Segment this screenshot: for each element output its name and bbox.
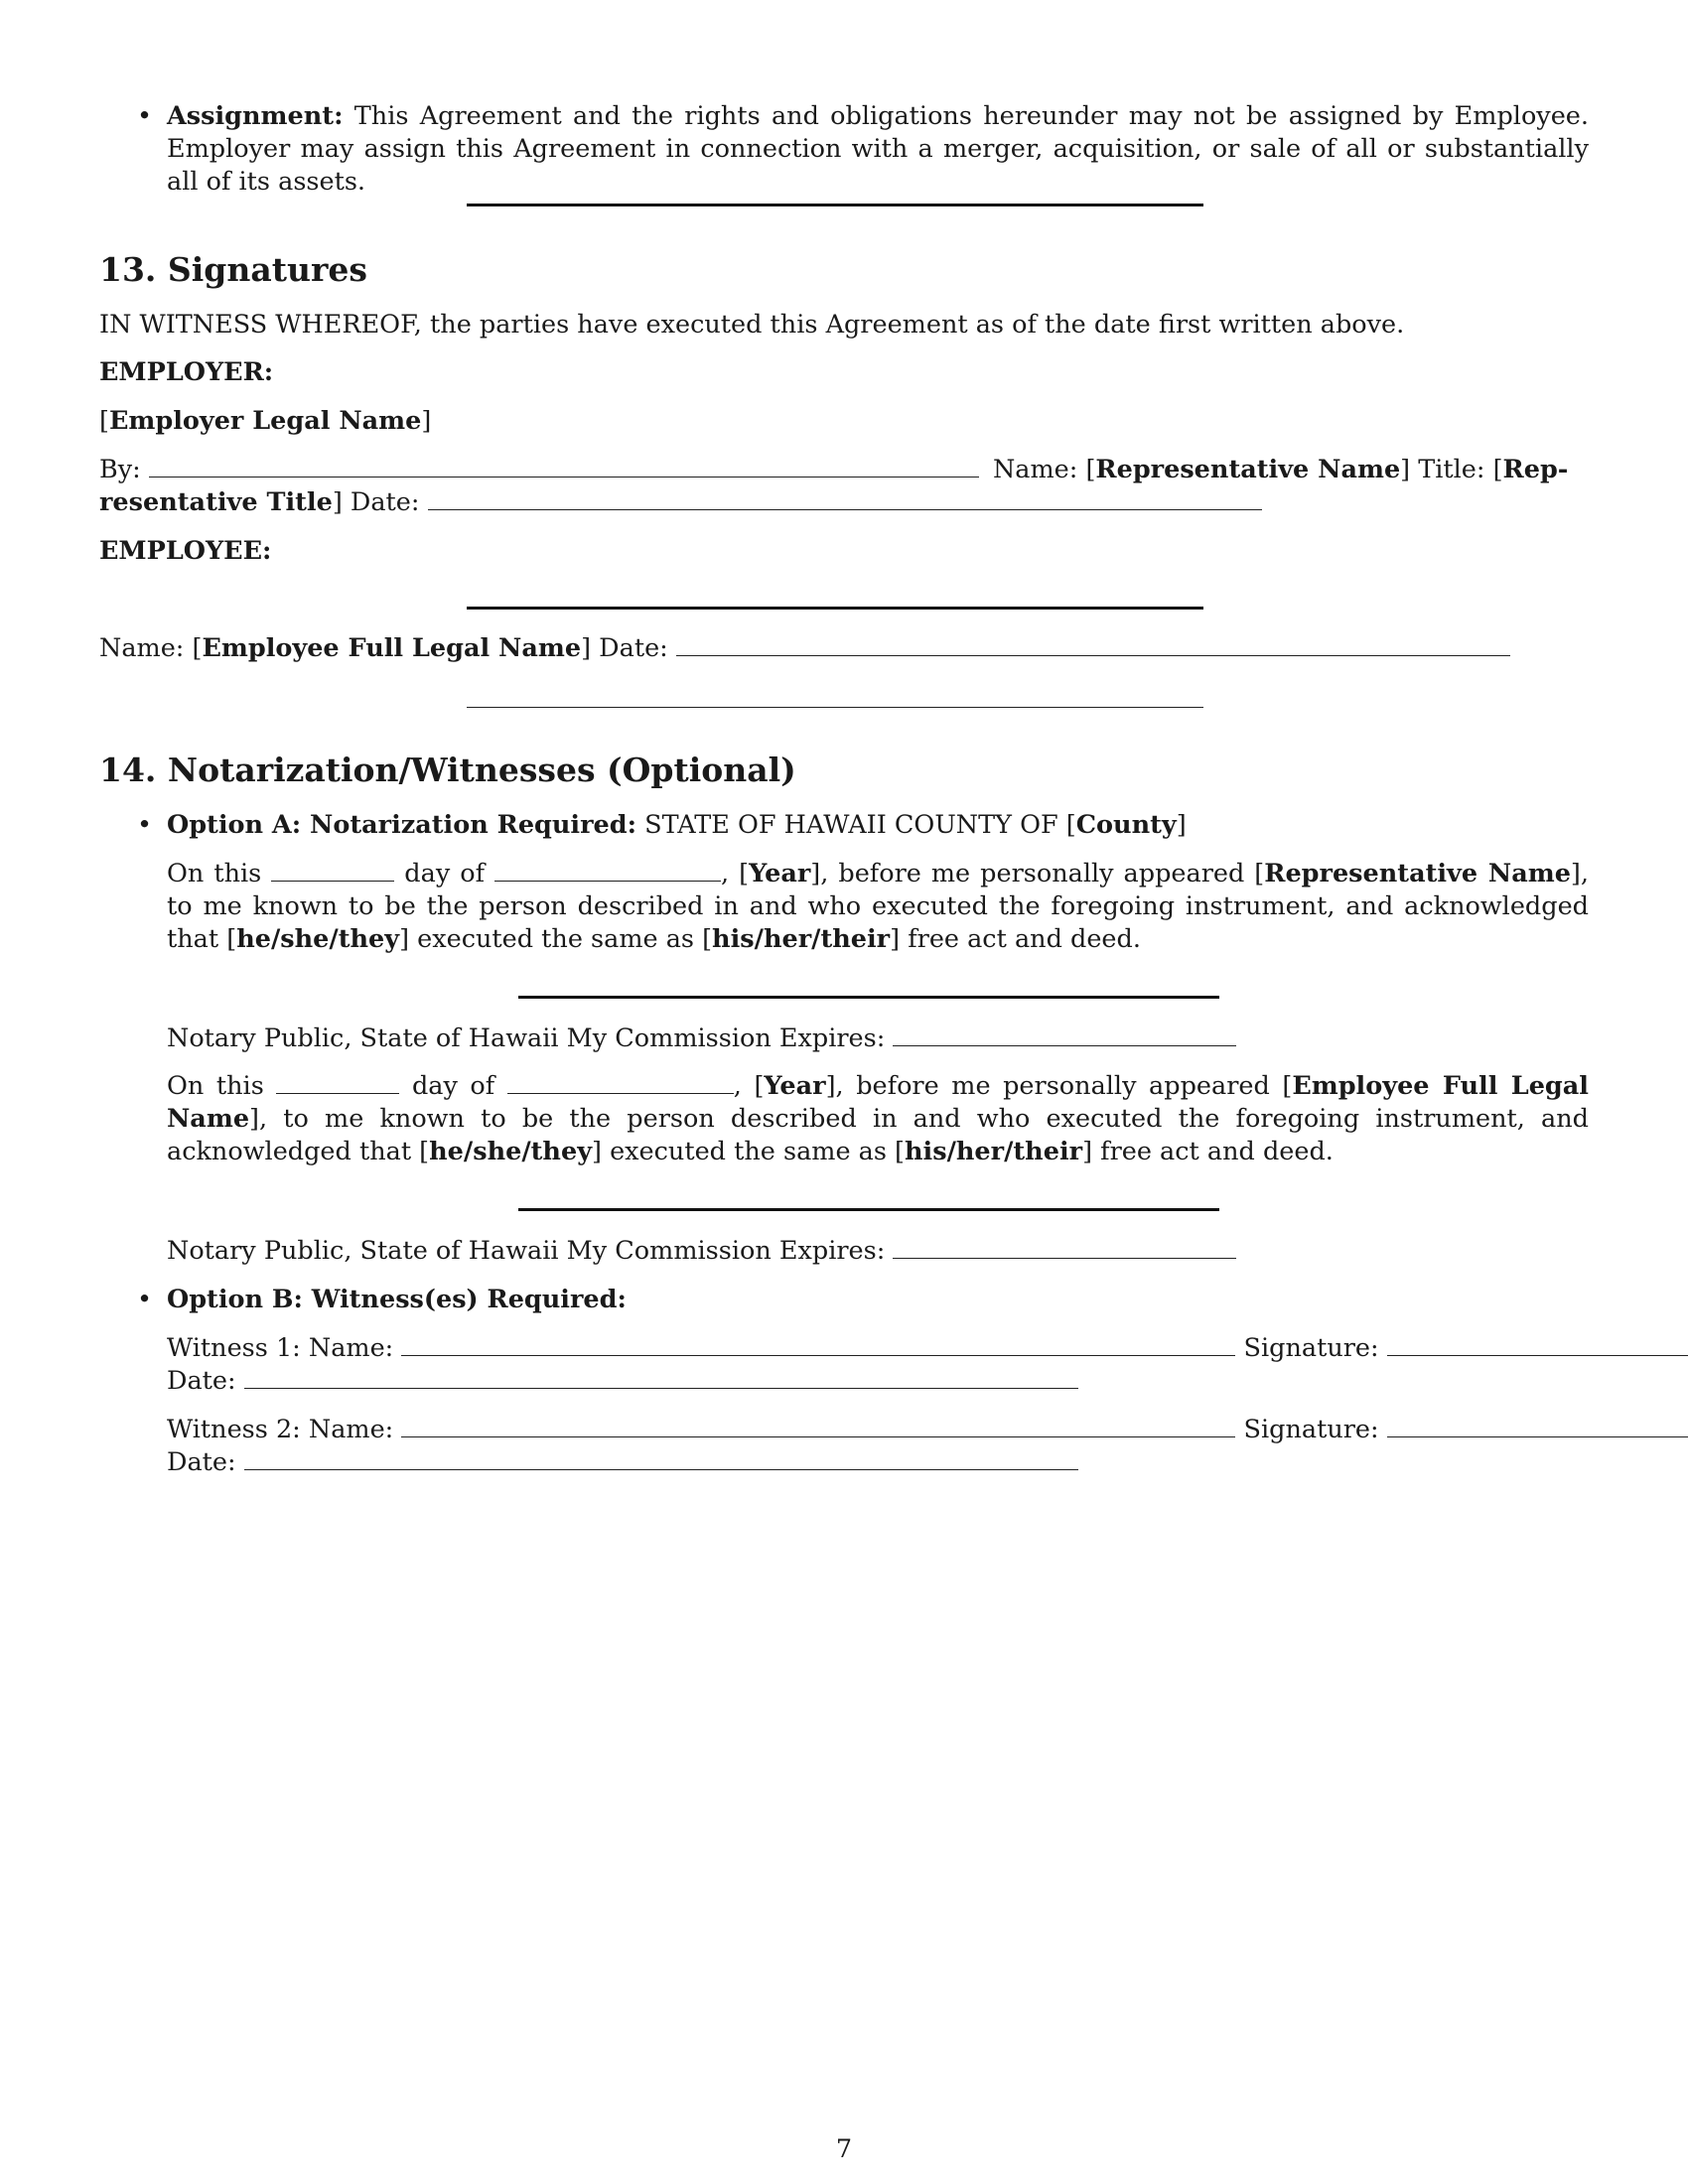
representative-title: resentative Title bbox=[99, 487, 333, 517]
day-blank[interactable] bbox=[271, 859, 394, 882]
witness-1-name-blank[interactable] bbox=[401, 1333, 1235, 1356]
notary-signature-rule[interactable] bbox=[518, 996, 1219, 999]
by-label: By: bbox=[99, 455, 141, 484]
assignment-paragraph bbox=[167, 100, 1589, 199]
employer-signature-line: By: Name: [Representative Name] Title: [Rep- bbox=[99, 455, 1569, 484]
assignment-text: This Agreement and the rights and obligations hereunder may not be assigned by Employee. Employer may assign this Agreement in connection with a merger, acquisition, or sale of all or substantially all of its assets. bbox=[167, 101, 1589, 197]
employer-date-line: resentative Title] Date: bbox=[99, 486, 1262, 519]
notary-paragraph-employee: On this day of , [Year], before me personally appeared [Employee Full Legal Name], to me known to be the person described in and who executed the foregoing instrument, and acknowledged that [he/she/they] executed the same as [his/her/their] free act and deed. bbox=[167, 1071, 1589, 1166]
employer-label: EMPLOYER: bbox=[99, 357, 274, 387]
witness-2-name-blank[interactable] bbox=[401, 1415, 1235, 1437]
employee-name-line: Name: [Employee Full Legal Name] Date: bbox=[99, 632, 1510, 665]
option-a-line: Option A: Notarization Required: STATE OF HAWAII COUNTY OF [County] bbox=[167, 810, 1187, 840]
month-blank[interactable] bbox=[494, 859, 721, 882]
notary-signature-rule[interactable] bbox=[518, 1208, 1219, 1211]
bullet-marker: • bbox=[137, 810, 153, 840]
witness-2-signature-blank[interactable] bbox=[1387, 1415, 1688, 1437]
employee-label: EMPLOYEE: bbox=[99, 536, 272, 566]
commission-expiry-blank[interactable] bbox=[893, 1236, 1236, 1259]
section-divider bbox=[467, 707, 1203, 708]
notary-paragraph-representative: On this day of , [Year], before me personally appeared [Representative Name], to me known to be the person described in and who executed the foregoing instrument, and acknowledged that [he/she/they] executed the same as [his/her/their] free act and deed. bbox=[167, 859, 1589, 954]
notary-commission-line: Notary Public, State of Hawaii My Commission Expires: bbox=[167, 1023, 1236, 1055]
witness-1-date-blank[interactable] bbox=[244, 1366, 1078, 1389]
commission-expiry-blank[interactable] bbox=[893, 1024, 1236, 1046]
bullet-marker: • bbox=[137, 1285, 153, 1314]
option-a-label: Option A: Notarization Required: bbox=[167, 810, 637, 840]
employee-signature-rule[interactable] bbox=[467, 607, 1203, 610]
witness-2-date-blank[interactable] bbox=[244, 1447, 1078, 1470]
notary-commission-line: Notary Public, State of Hawaii My Commission Expires: bbox=[167, 1235, 1236, 1268]
employer-date-blank[interactable] bbox=[428, 487, 1262, 510]
employee-date-blank[interactable] bbox=[676, 633, 1510, 656]
witness-1-date-line: Date: bbox=[167, 1365, 1078, 1398]
witness-2-line: Witness 2: Name: Signature: bbox=[167, 1414, 1688, 1446]
section-heading-signatures: 13. Signatures bbox=[99, 250, 367, 289]
section-divider bbox=[467, 204, 1203, 206]
witness-1-signature-blank[interactable] bbox=[1387, 1333, 1688, 1356]
employer-signature-blank[interactable] bbox=[149, 455, 979, 478]
assignment-label: Assignment: bbox=[167, 101, 344, 131]
option-b-label: Option B: Witness(es) Required: bbox=[167, 1285, 627, 1314]
witness-statement: IN WITNESS WHEREOF, the parties have executed this Agreement as of the date first written above. bbox=[99, 310, 1405, 340]
section-heading-notarization: 14. Notarization/Witnesses (Optional) bbox=[99, 751, 796, 789]
employee-full-name: Employee Full Legal Name bbox=[202, 633, 582, 663]
day-blank[interactable] bbox=[276, 1071, 399, 1094]
witness-2-date-line: Date: bbox=[167, 1446, 1078, 1479]
witness-1-line: Witness 1: Name: Signature: bbox=[167, 1332, 1688, 1365]
employer-legal-name: [Employer Legal Name] bbox=[99, 406, 432, 436]
bullet-marker: • bbox=[137, 101, 153, 131]
document-page bbox=[99, 0, 1589, 2184]
page-number: 7 bbox=[835, 2134, 853, 2164]
month-blank[interactable] bbox=[507, 1071, 734, 1094]
representative-name: Representative Name bbox=[1095, 455, 1401, 484]
